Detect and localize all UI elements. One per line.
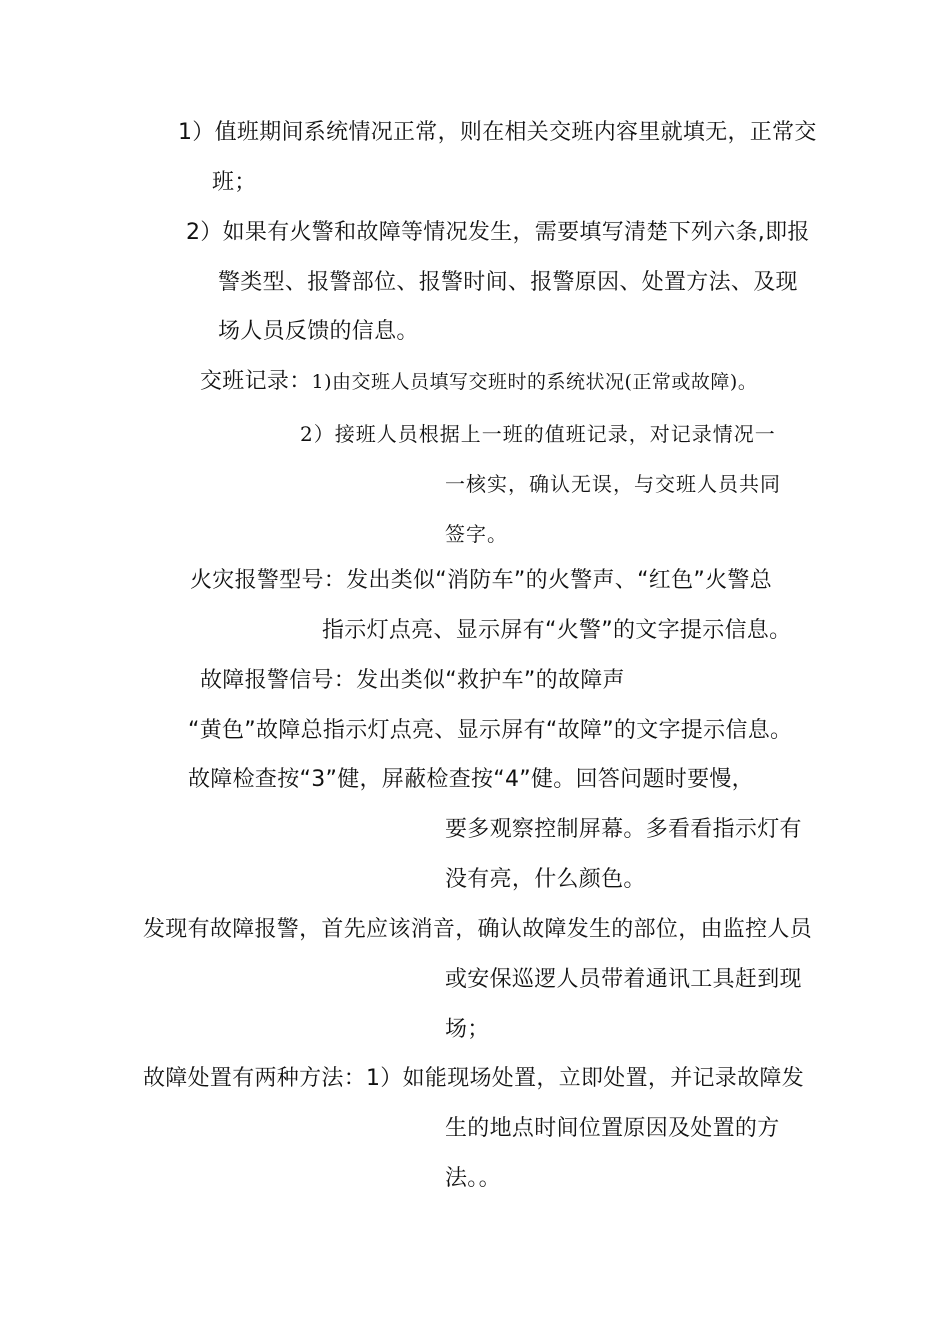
- text-line: 签字。: [445, 522, 508, 546]
- text-line: 2）如果有火警和故障等情况发生，需要填写清楚下列六条,即报: [186, 220, 810, 245]
- text-line: 故障处置有两种方法：1）如能现场处置，立即处置，并记录故障发: [143, 1066, 804, 1091]
- text-line: 2）接班人员根据上一班的值班记录，对记录情况一: [300, 422, 776, 446]
- text-line: 没有亮，什么颜色。: [445, 867, 646, 892]
- text-line: 警类型、报警部位、报警时间、报警原因、处置方法、及现: [218, 270, 798, 295]
- text-line: 指示灯点亮、显示屏有“火警”的文字提示信息。: [322, 618, 792, 643]
- text-line: 生的地点时间位置原因及处置的方: [445, 1116, 780, 1141]
- handover-record-label: 交班记录：: [200, 369, 312, 394]
- text-line: 发现有故障报警，首先应该消音，确认故障发生的部位，由监控人员: [143, 917, 813, 942]
- text-line: “黄色”故障总指示灯点亮、显示屏有“故障”的文字提示信息。: [188, 718, 793, 743]
- text-line: 法。。: [445, 1166, 501, 1191]
- text-line: 场；: [445, 1017, 490, 1042]
- text-line: 场人员反馈的信息。: [218, 319, 419, 344]
- text-line: 班；: [212, 170, 257, 195]
- text-line: 故障检查按“3”健，屏蔽检查按“4”健。回答问题时要慢，: [188, 767, 754, 792]
- text-line: 1）值班期间系统情况正常，则在相关交班内容里就填无，正常交: [178, 120, 817, 145]
- text-line: 故障报警信号：发出类似“救护车”的故障声: [200, 668, 625, 693]
- handover-record-line: [200, 367, 757, 397]
- handover-record-item-1: 1)由交班人员填写交班时的系统状况(正常或故障)。: [311, 371, 758, 393]
- text-line: 或安保巡逻人员带着通讯工具赶到现: [445, 967, 802, 992]
- text-line: 一核实，确认无误，与交班人员共同: [445, 472, 781, 496]
- text-line: 要多观察控制屏幕。多看看指示灯有: [445, 817, 802, 842]
- text-line: 火灾报警型号：发出类似“消防车”的火警声、“红色”火警总: [190, 568, 772, 593]
